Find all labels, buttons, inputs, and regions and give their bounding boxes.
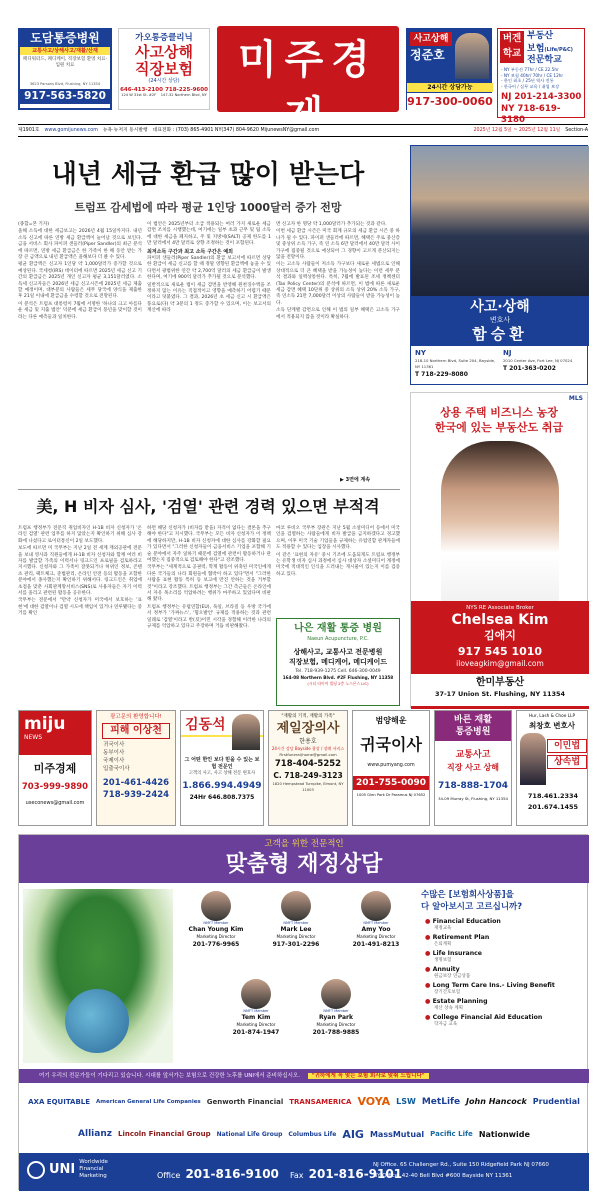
uni-sub: Worldwide Financial Marketing bbox=[79, 1159, 108, 1179]
advisor-card[interactable] bbox=[297, 979, 375, 1061]
broker-title: NYS RE Associate Broker bbox=[466, 605, 534, 611]
story1-source: (종합=본 기자) bbox=[18, 222, 50, 227]
ad-moving1-item: 입출국이사 bbox=[103, 766, 130, 772]
story1-col3 bbox=[276, 222, 400, 472]
ad-naeun-note: (시티 타이어 빌딩 2층 노스론스 LIC) bbox=[307, 681, 369, 686]
advisor-phone: 201-776-9965 bbox=[192, 941, 240, 948]
story1-col1 bbox=[18, 222, 142, 470]
distribution: 뉴욕·뉴저지 동시발행 bbox=[102, 128, 148, 133]
service-en: Estate Planning bbox=[432, 998, 488, 1005]
ad-moving1-item: 귀국이사 bbox=[103, 742, 125, 748]
advisor-title: Marketing Director bbox=[236, 1022, 276, 1027]
advisor-title: Marketing Director bbox=[316, 1022, 356, 1027]
ad-bareun-name: 통증병원 bbox=[455, 727, 491, 737]
ad-moving1-top: 광고문의 환영합니다! bbox=[110, 714, 162, 720]
story1-paragraph: 이 분석은 트럼프 대통령이 7월에 서명한 '하나의 크고 아름다운 세금 및 지출 법안' 덕분에 세금 환급이 풍년을 맞이할 것이라는 다른 예측들과 일치한다. bbox=[18, 301, 142, 320]
advisor-phone: 201-491-8213 bbox=[352, 941, 400, 948]
ad-naeun-name: 나은 재활 통증 병원 bbox=[294, 623, 382, 634]
ad-choi-phone2: 201.674.1455 bbox=[527, 803, 579, 811]
finance-banner bbox=[19, 1069, 589, 1083]
lawyer-nj-addr: 2010 Center Ave, Fort Lee, NJ 07024 bbox=[503, 358, 573, 363]
ad-moving-1[interactable] bbox=[96, 710, 176, 826]
bullet-icon: ● bbox=[425, 1014, 431, 1021]
advisor-title: Marketing Director bbox=[356, 934, 396, 939]
ad-naeun-l2: 직장보험, 메디케어, 메디케이드 bbox=[288, 658, 388, 666]
section-label: Section-A bbox=[565, 128, 588, 133]
lawyer-t1: 사고·상해 bbox=[470, 299, 530, 315]
ad-gao-name: 가오통증클리닉 bbox=[135, 33, 193, 43]
bullet-icon: ● bbox=[425, 918, 431, 925]
broker-company: 한미부동산 bbox=[475, 677, 525, 688]
ad-jung-phone: 917-300-0060 bbox=[407, 95, 493, 108]
ad-dodam-addr: 3623 Parsons Blvd, Flushing, NY 11354 bbox=[29, 82, 101, 86]
info-bar bbox=[18, 124, 588, 137]
ad-funeral-top: "재활의 기적, 재활의 가족" bbox=[281, 714, 335, 719]
ad-pumyang-top: 범양해운 bbox=[375, 716, 407, 725]
ad-bergen-line: - NY 보험 40hr/ 70hr / CE 12hr bbox=[501, 72, 564, 78]
broker-email[interactable]: iloveagkim@gmail.com bbox=[456, 659, 544, 668]
ad-bergen-line: - 한국어 / 실무 교육 / 취업 보장 bbox=[501, 83, 560, 89]
story1-col2 bbox=[147, 222, 271, 470]
ad-funeral[interactable] bbox=[268, 710, 348, 826]
website-link[interactable]: www.gomijunews.com bbox=[44, 128, 98, 133]
story2-paragraph: 국무부는 전문에서 "만약 신청자가 미국에서 보호하는 '표현'에 대한 검열이나 검열 시도에 책임이 있거나 연루됐다는 증거를 확인 bbox=[18, 598, 142, 617]
ad-choi-top: Hur, Lash & Choe LLP bbox=[528, 714, 576, 719]
service-en: Long Term Care Ins.- Living Benefit bbox=[432, 982, 555, 989]
ad-miju-logo: miju bbox=[24, 714, 66, 734]
ad-bergen-b1: 버겐 bbox=[502, 33, 522, 44]
insurer-logo: MassMutual bbox=[369, 1129, 425, 1139]
story2-paragraph: 하면 해당 신청자가 (비자를 받을) 자격이 없다는 결론을 추구해야 한다"고 지시했다. 국무부는 모든 비자 신청자가 이 정책에 해당하지만, H-1B 비자 신청자에 대한 심사를 강화할 필요가 있다면서 "그러한 신청자들이 금융서비스 기업을 포함해 기술 분야에서 자주 일하기 때문에 검열에 관련이 활동하거나 관여했는지 집중적으로 검토해야 한다"고 강조했다. bbox=[147, 526, 271, 564]
service-item bbox=[425, 1014, 585, 1028]
advisor-phone: 917-301-2296 bbox=[272, 941, 320, 948]
advisor-title: Marketing Director bbox=[276, 934, 316, 939]
ad-choi-lawyer[interactable] bbox=[516, 710, 588, 826]
story2-col1 bbox=[18, 526, 142, 706]
service-ko: 재산 상속 계획 bbox=[434, 1006, 463, 1011]
ad-choi-l2: 상속법 bbox=[547, 755, 587, 769]
ad-miju-email[interactable]: useconews@gmail.com bbox=[25, 800, 85, 806]
ad-naeun-en: Naeun Acupuncture, P.C. bbox=[307, 636, 369, 642]
advisor-name: Tem Kim bbox=[241, 1014, 271, 1021]
ad-dodam-name: 도담통증병원 bbox=[20, 30, 110, 47]
insurer-logo: Lincoln Financial Group bbox=[117, 1130, 211, 1139]
lawyer-t2: 변호사 bbox=[489, 316, 511, 324]
finance-ad[interactable] bbox=[18, 834, 588, 1190]
ad-funeral-l1: 24시간 상담 Bayside 광장 / 장례 서비스 bbox=[271, 746, 345, 751]
ad-gao-line1: 사고상해 bbox=[135, 43, 193, 61]
ad-choi-phone1: 718.461.2334 bbox=[527, 792, 579, 800]
uni-logo-icon bbox=[27, 1161, 45, 1179]
service-en: Life Insurance bbox=[432, 950, 482, 957]
insurer-logo: AXA EQUITABLE bbox=[28, 1097, 91, 1106]
story2-paragraph: 트럼프 행정부가 전문직 취업비자인 H-1B 비자 신청자가 '온라인 검열' 관련 업무를 하지 않았는지 확인하기 위해 심사 강화에 나섰다고 로이터통신이 2일 보도했다. bbox=[18, 526, 142, 544]
insurer-logo: Columbus Life bbox=[288, 1130, 337, 1138]
ad-pumyang-tel: 201-755-0090 bbox=[353, 776, 429, 790]
broker-name-en: Chelsea Kim bbox=[451, 612, 549, 628]
broker-name-ko: 김애지 bbox=[484, 629, 516, 642]
ad-pumyang-name: 귀국이사 bbox=[360, 735, 422, 754]
story2-headline[interactable]: 美, H 비자 심사, '검열' 관련 경력 있으면 부적격 bbox=[36, 497, 380, 516]
advisor-name: Ryan Park bbox=[319, 1014, 353, 1021]
ad-funeral-phone2: C. 718-249-3123 bbox=[273, 771, 343, 780]
insurer-logos bbox=[23, 1087, 585, 1149]
advisor-name: Chan Young Kim bbox=[188, 926, 244, 933]
finance-tag: 고객을 위한 전문적인 bbox=[264, 839, 344, 849]
lawyer-nj-label: NJ bbox=[503, 349, 512, 357]
fax-label: Fax bbox=[290, 1171, 304, 1180]
service-item bbox=[425, 918, 585, 932]
service-ko: 학자금 교육 bbox=[434, 1022, 458, 1027]
ad-bergen-line: - 한인 최초 / 25년 역사 전통 bbox=[501, 78, 554, 84]
advisor-card[interactable] bbox=[337, 891, 415, 973]
lawyer-photo bbox=[411, 146, 589, 296]
ad-kim-name: 김동석 bbox=[181, 711, 263, 737]
ad-bergen-badge bbox=[500, 31, 524, 63]
ad-funeral-name: 제일장의사 bbox=[276, 721, 340, 736]
broker-address: 37-17 Union St. Flushing, NY 11354 bbox=[434, 690, 566, 698]
bullet-icon: ● bbox=[425, 982, 431, 989]
ad-naeun-cell: Cell. 646-300-0049 bbox=[337, 669, 381, 674]
broker-headline2: 한국에 있는 부동산도 취급 bbox=[434, 421, 564, 434]
insurer-logo: Genworth Financial bbox=[206, 1097, 284, 1106]
story1-paragraph: 소득 단계별 감면으로 인해 이 법의 일부 혜택은 고소득 가구에서 적용되지 않을 것이라 확실하다. bbox=[276, 308, 400, 320]
globe-icon bbox=[65, 989, 129, 1053]
nj-office: NJ Office. 65 Challenger Rd., Suite 150 Ridgefield Park NJ 07660 bbox=[373, 1162, 549, 1168]
insurer-logo: LSW bbox=[396, 1097, 416, 1107]
story1-subhead: 최저소득 구간과 최고 소득 구간은 예외 bbox=[147, 248, 233, 255]
insurer-logo: VOYA bbox=[357, 1095, 391, 1109]
ad-bergen-line: - NY 부동산 77hr / CE 22.5hr bbox=[501, 67, 559, 72]
insurer-logo: AIG bbox=[342, 1127, 364, 1141]
issue-date: 2025년 12월 5일 ~ 2025년 12월 11일 bbox=[473, 128, 561, 133]
ad-moving1-name: 피해 이상천 bbox=[102, 723, 170, 739]
ad-choi-l1: 이민법 bbox=[547, 739, 587, 753]
ad-kim-photo bbox=[232, 714, 260, 750]
service-en: Annuity bbox=[432, 966, 460, 973]
ad-bareun-clinic[interactable] bbox=[434, 710, 512, 826]
ad-bergen-t2: 보험 bbox=[527, 44, 545, 54]
small-ads-row bbox=[18, 710, 588, 828]
ad-kim-l1: 그 어떤 한인 보다 믿을 수 있는 보험 전문인 bbox=[184, 757, 260, 770]
uni-logo: UNI bbox=[49, 1162, 76, 1177]
ad-jung-sub: 24시간 상담가능 bbox=[407, 83, 493, 92]
ad-kim-hours: 24Hr 646.808.7375 bbox=[189, 794, 255, 801]
story2-col3 bbox=[276, 526, 400, 614]
insurer-logo: Nationwide bbox=[478, 1129, 530, 1139]
finance-banner-highlight: "귀하에게 꼭 맞는 보험 회사로 맞춰 드립니다" bbox=[308, 1073, 429, 1079]
advisor-phone: 201-788-9885 bbox=[312, 1029, 360, 1036]
ad-gao-note: (24시간 상담) bbox=[148, 78, 180, 84]
advisor-card[interactable] bbox=[217, 979, 295, 1061]
advisor-badge: NMFT Member bbox=[283, 921, 309, 925]
fax-phone: 201-816-9101 bbox=[308, 1167, 403, 1181]
ad-moving1-phone1: 201-461-4426 bbox=[102, 778, 170, 788]
ad-lawyer-jung[interactable] bbox=[406, 28, 492, 110]
service-item bbox=[425, 998, 585, 1012]
ad-gao-addr1: 124 W 31st St. #2F bbox=[121, 93, 157, 97]
ad-bergen-b2: 학교 bbox=[502, 48, 522, 59]
service-item bbox=[425, 934, 585, 948]
office-label: Office bbox=[157, 1171, 181, 1180]
broker-panel bbox=[411, 601, 589, 709]
insurer-logo: Prudential bbox=[532, 1097, 580, 1107]
ad-gao-line2: 직장보험 bbox=[135, 60, 193, 78]
bullet-icon: ● bbox=[425, 998, 431, 1005]
story2-paragraph: 국무부는 "세계적으로 공권력, 학계 활동이 위축된 미국인에게 다른 국가들의 나라 회원들에 협박이 하고 있다"면서 "그러한 사람을 표현 활동 특히 등 보고에 만진 안하는 것을 거부할 것"이라고 강조했다. 트럼프 행정부는 그간 측근들은 온라인에서 자유 목소리를 억압하려는 행위가 마주하고 있었다며 비판해 왔다. bbox=[147, 565, 271, 603]
story1-subheadline: 트럼프 감세법에 따라 평균 1인당 1000달러 증가 전망 bbox=[74, 201, 342, 214]
finance-header bbox=[19, 835, 589, 883]
ad-naeun-tel: Tel. 718-939-1275 bbox=[295, 669, 337, 674]
insurer-logo: MetLife bbox=[421, 1096, 461, 1107]
story2-col2 bbox=[147, 526, 271, 706]
ad-funeral-phone1: 718-404-5252 bbox=[274, 759, 342, 769]
advisor-photo bbox=[361, 891, 391, 921]
finance-banner-text: 여기 우리의 전문가들이 기다리고 있습니다. 시대를 앞서가는 보험으로 건강한 노후를 UNI에서 준비하십시오. bbox=[39, 1073, 300, 1079]
advisor-badge: NMFT Member bbox=[363, 921, 389, 925]
ny-office: NY Office. 42-40 Bell Blvd #600 Bayside NY 11361 bbox=[373, 1173, 513, 1179]
ad-dodam-hospital[interactable] bbox=[18, 28, 112, 110]
ad-funeral-addr: 1820 Hempstead Turnpike, Elmont, NY 11003 bbox=[272, 782, 344, 792]
ad-bareun-l2: 직장 사고 상해 bbox=[447, 763, 499, 772]
service-en: Financial Education bbox=[432, 918, 501, 925]
insurer-logo: TRANSAMERICA bbox=[289, 1097, 352, 1106]
advisor-badge: NMFT Member bbox=[203, 921, 229, 925]
story1-paragraph: 일반적으로 새로운 법이 세금 감면을 반영해 원천징수액을 조정하지 않는 이유는 직접적이고 영향을 예측하기 어렵기 때문이라고 덧붙였다. 그 결과, 2026년 초 세금 신고 시 환급액은 풍요로(다) 약 3분의 1 정도 증가할 수 있으며, 이는 보고서의 계산에 따라 bbox=[147, 282, 271, 314]
ad-moving1-item: 동부이사 bbox=[103, 750, 125, 756]
insurer-logo: American General Life Companies bbox=[96, 1098, 201, 1105]
ad-choi-photo bbox=[520, 733, 546, 785]
service-en: College Financial Aid Education bbox=[432, 1014, 543, 1021]
ad-bergen-school[interactable] bbox=[497, 28, 585, 125]
logo-title: 미주경제 bbox=[238, 36, 378, 139]
ad-kim-l2: 고객의 사고, 사고 상해 전문 변호사 bbox=[188, 771, 256, 776]
finance-question2: 다 알아보시고 고르십니까? bbox=[421, 902, 523, 912]
ad-pumyang-moving[interactable] bbox=[352, 710, 430, 826]
bullet-icon: ● bbox=[425, 950, 431, 957]
lawyer-ny-addr: 218-10 Northern Blvd, Suite 204, Bayside, NY 11361 bbox=[415, 358, 496, 369]
ad-pumyang-addr: 1005 Glen Park Dr Paramus NJ 07652 bbox=[356, 793, 426, 797]
ad-kim-phone: 1.866.994.4949 bbox=[182, 781, 262, 791]
story2-paragraph: 이 같은 '표현의 자유' 중시 기조에 도움되게도 트럼프 행정부는 유학생 비자 심사 과정에서 심사 대상자 소셜미디어 계정에 미국에 적대적인 인식을 드러내는 게시물이 있는지 이를 검증하고 있다. bbox=[276, 552, 400, 577]
ad-gao-phone2: 718-225-9600 bbox=[165, 87, 208, 93]
story1-headline[interactable]: 내년 세금 환급 많이 받는다 bbox=[51, 160, 365, 190]
story1-paragraph: 평균 환급액은 신고자 1인당 약 1,000달러가 증가할 것으로 예상된다. 국세청(IRS) 데이터에 따르면 2025년 세금 신고 기간의 환급금은 2025년 개인 신고자 평균 3,151달러였다. 소득세 신고자들은 2026년 세금 신고시즌에 2025년 세금 제출할 예정이며, 대부분의 사람들은 세무 당국에 양식을 제출한 후 21일 이내에 환급금을 수령할 것으로 전망된다. bbox=[18, 262, 142, 300]
story1-paragraph: 올해 소득에 대한 세금보고는 2026년 4월 15일까지다. 내년 소득 신고에 따른 연방 세금 환급액이 늘어날 것으로 보인다. 금융 서비스 회사 파이퍼 샌들러(Piper Sandler)의 최근 분석에 따르면, 연방 세금 환급금은 한 가족이 한 해 동안 받는 가장 큰 금액으로 내년 환급액은 올해보다 더 클 수 있다. bbox=[18, 229, 142, 261]
lawyer-profile-ad[interactable] bbox=[410, 145, 588, 385]
logo-subtitle: Korean Business Journal bbox=[250, 145, 366, 155]
office-phone: 201-816-9100 bbox=[185, 1167, 279, 1181]
ad-funeral-email: Firstfuneral(home@gmail.com bbox=[279, 752, 337, 757]
broker-phone: 917 545 1010 bbox=[457, 645, 543, 658]
advisors bbox=[177, 891, 417, 1063]
insurer-logo: John Hancock bbox=[466, 1097, 527, 1107]
ad-bergen-t4: 전문학교 bbox=[527, 55, 562, 65]
bullet-icon: ● bbox=[425, 966, 431, 973]
ad-bergen-phone1: NJ 201-214-3300 bbox=[501, 92, 582, 102]
ad-bergen-t3: (Life/P&C) bbox=[544, 47, 573, 53]
story1-paragraph: 이 법안은 2025년부터 소급 적용되는 여러 가지 새로운 세금 감면 조치를 시행했는데, 여기에는 일부 초과 근무 및 팁 소득에 대한 세금을 폐지하고, 주 및 지방세(SALT) 공제 한도를 1만 달러에서 4만 달러로 상향 조정하는 것이 포함된다. bbox=[147, 222, 271, 247]
ad-jung-photo bbox=[455, 33, 489, 79]
ad-moving1-phone2: 718-939-2424 bbox=[102, 790, 170, 800]
ad-miju-phone: 703-999-9890 bbox=[21, 782, 89, 792]
ad-bareun-phone: 718-888-1704 bbox=[437, 781, 509, 791]
broker-photo bbox=[441, 441, 559, 601]
service-ko: 원금보장 연금상품 bbox=[434, 974, 471, 979]
advisor-badge: NMFT Member bbox=[243, 1009, 269, 1013]
service-ko: 장기간호보험 bbox=[434, 990, 461, 995]
ad-bergen-phone2: NY 718-619-3180 bbox=[501, 104, 561, 125]
ad-naeun-l1: 상해사고, 교통사고 전문병원 bbox=[293, 648, 383, 656]
story1-paragraph: 이는 고소득 사람들이 저소득 가구보다 새로운 세법으로 인해 상대적으로 더 큰 혜택을 받을 가능성이 높다는 이런 세무 분석 결과와 일맥상통한다. 특히, 7월에 발표된 조세 정책센터(Tax Policy Center)의 분석에 따르면, 이 법에 따른 새로운 세금 감면 혜택 10단위 중 상위의 소득 상위 20% 소득 가구, 즉 연소득 21만 7,000달러 이상의 사람들이 받을 가능성이 높다. bbox=[276, 262, 400, 306]
service-en: Retirement Plan bbox=[432, 934, 490, 941]
ad-gao-addr2: 147-32 Northern Blvd, NY bbox=[160, 93, 207, 97]
broker-ad[interactable] bbox=[410, 392, 588, 708]
ad-miju-news-label: NEWS bbox=[24, 734, 43, 741]
ad-jung-tag: 사고상해 bbox=[410, 32, 452, 46]
story1-paragraph: 파이퍼 샌들러(Piper Sandler)의 환급 보고서에 따르면 상당한 환급이 세금 신고를 할 때 정말 영향된 환급액에 놓을 수 있다면서 광범위한 연간 약 2,700억 달러의 세금 환급금이 발생한다며, 여기에 900억 달러가 추가될 것으로 분석했다. bbox=[147, 256, 271, 281]
ad-bareun-top: 바른 재활 bbox=[454, 715, 492, 725]
divider bbox=[18, 489, 400, 490]
ad-naeun-addr: 164-08 Northern Blvd. #2F Flushing, NY 11358 bbox=[282, 675, 394, 680]
ad-dodam-phone: 917-563-5820 bbox=[20, 89, 110, 104]
ad-funeral-person: 한용호 bbox=[299, 738, 317, 745]
ad-bergen-t1: 부동산 bbox=[527, 31, 554, 41]
service-item bbox=[425, 950, 585, 964]
lawyer-nj-tel: T 201-363-0202 bbox=[503, 365, 556, 372]
insurer-logo: Pacific Life bbox=[430, 1130, 473, 1139]
advisor-photo bbox=[241, 979, 271, 1009]
ad-dodam-tag: 교통사고/상해사고/재활/산재 bbox=[20, 47, 110, 55]
ad-gao-clinic[interactable] bbox=[118, 28, 210, 110]
broker-headline1: 상용 주택 비즈니스 농장 bbox=[440, 406, 558, 419]
ad-jung-name: 정준호 bbox=[410, 48, 445, 62]
story2-paragraph: 트럼프 행정부는 유럽연합(EU), 독일, 브라질 등 우방 국가에서 정부가 '가짜뉴스', '혐오발언' 규제를 적용하는 것과 관련 일례로 '검열'이라고 반(反)이민 시각을 경험해 이러한 나라의 규제를 억압하고 있다고 주장하며 거듭 비판해왔다. bbox=[147, 604, 271, 630]
finance-question1: 수많은 [보험회사상품]을 bbox=[421, 890, 514, 900]
issue-number: 제1901호 bbox=[18, 128, 40, 133]
story2-paragraph: 마코 루비오 국무부 장관은 지난 5월 소셜미디어 등에서 미국인을 검열하는 사람들에게 비자 발급을 금지하겠다고 경고했으며, 이후 미국 기술 기업들을 규제하는 유럽연합 관계자들에도 적용할 수 있다는 입장을 시사했다. bbox=[276, 526, 400, 551]
story1-paragraph: 면 신고자 한 명당 약 1,000달러가 추가되는 것과 같다. bbox=[276, 222, 387, 227]
ad-gao-phone1: 646-413-2100 bbox=[120, 87, 163, 93]
service-ko: 생명보험 bbox=[434, 958, 452, 963]
advisor-title: Marketing Director bbox=[196, 934, 236, 939]
service-item bbox=[425, 982, 585, 996]
bullet-icon: ● bbox=[425, 934, 431, 941]
advisor-badge: NMFT Member bbox=[323, 1009, 349, 1013]
story1-paragraph: 이번 세금 환급 시즌은 미국 회계 규모의 세금 환급 시즌 중 하나가 될 수 있다. 파이퍼 샌들러에 따르면, 혜택은 주로 중산층 및 중상위 소득 가구, 즉 연 소득 6만 달러에서 40만 달러 사이 가구에 집중될 것으로 예상되어 그 경향이 고르게 분산되지는 않을 전망이다. bbox=[276, 229, 400, 261]
advisor-name: Mark Lee bbox=[280, 926, 312, 933]
advisor-card[interactable] bbox=[177, 891, 255, 973]
ad-naeun-hospital[interactable] bbox=[276, 618, 400, 706]
ad-miju-name: 미주경제 bbox=[33, 762, 77, 775]
service-item bbox=[425, 966, 585, 980]
lawyer-name-panel bbox=[411, 296, 589, 346]
ad-dodam-desc: 페디워터드, 페디케이, 직장보험 환영 치료·입원 치료 bbox=[23, 57, 107, 68]
finance-headline: 맞춤형 재정상담 bbox=[225, 852, 383, 877]
broker-mls: MLS bbox=[568, 395, 583, 402]
tree-illustration bbox=[23, 889, 173, 1063]
ad-kim-insurance[interactable] bbox=[180, 710, 264, 826]
finance-footer bbox=[19, 1153, 589, 1191]
lawyer-ny-label: NY bbox=[415, 349, 426, 357]
advisor-card[interactable] bbox=[257, 891, 335, 973]
finance-services bbox=[421, 889, 585, 1065]
ad-bareun-l1: 교통사고 bbox=[455, 750, 491, 760]
insurer-logo: Allianz bbox=[78, 1129, 112, 1140]
story2-paragraph: 보도에 따르면 미 국무부는 지난 2일 전 세계 재외공관에 전문을 보내 영사과 직원들에게 H-1B 비자 신청자와 함께 여러 비자를 발급할 가족의 이력서나 링크드인 프로필을 검토하라고 지시했다. 신청자와 그 가족이 잘못되거나 허위인 정보, 콘텐츠 관리, 팩트체크, 준법관리, 온라인 안전 등의 활동을 포함한 분야에서 종사했는지 확인하기 위해서다. 링크드인은 취업에 초점을 맞춘 사회관계망서비스(SNS)로 사용자들은 자기 이력서를 올리고 관련된 활동을 공유한다. bbox=[18, 546, 142, 597]
ad-pumyang-site[interactable]: www.pumyang.com bbox=[367, 763, 415, 768]
lawyer-name: 함승환 bbox=[472, 325, 528, 343]
ad-bareun-addr: 34-09 Murray St, Flushing, NY 11354 bbox=[438, 796, 508, 801]
service-ko: 은퇴계획 bbox=[434, 942, 452, 947]
advisor-photo bbox=[281, 891, 311, 921]
advisor-name: Amy Yoo bbox=[361, 926, 391, 933]
ad-moving1-item: 국제이사 bbox=[103, 758, 125, 764]
ad-miju-news[interactable] bbox=[18, 710, 92, 826]
story1-continued[interactable]: ▶ 3면에 계속 bbox=[340, 477, 371, 483]
contact-info: 대표전화 : (703) 865-4901 NY(347) 804-9620 MijunewsNY@gmail.com bbox=[152, 128, 320, 133]
service-ko: 재정교육 bbox=[434, 926, 452, 931]
advisor-photo bbox=[321, 979, 351, 1009]
lawyer-ny-tel: T 718-229-8080 bbox=[415, 371, 468, 378]
advisor-phone: 201-874-1947 bbox=[232, 1029, 280, 1036]
ad-choi-name: 최창호 변호사 bbox=[528, 721, 576, 730]
insurer-logo: National Life Group bbox=[216, 1130, 283, 1138]
advisor-photo bbox=[201, 891, 231, 921]
